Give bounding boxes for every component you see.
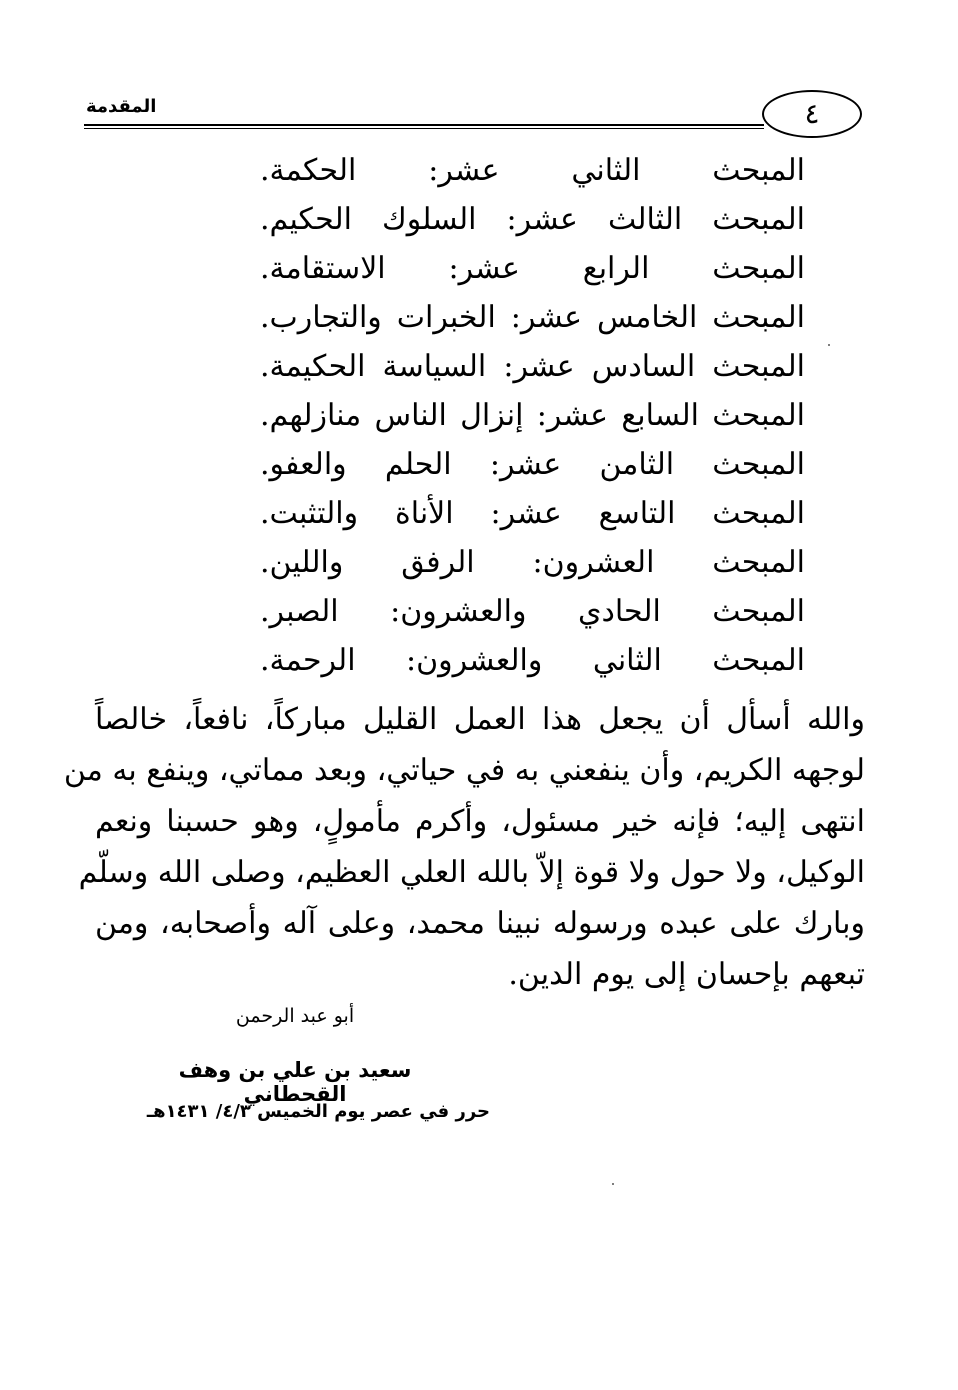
page-number-badge: [762, 90, 862, 138]
header-rule: [84, 124, 764, 126]
author-name: سعيد بن علي بن وهف القحطاني: [178, 1058, 412, 1106]
paragraph-line: لوجهه الكريم، وأن ينفعني به في حياتي، وبعد مماتي، وينفع به من: [63, 753, 865, 788]
toc-item: المبحث السادس عشر: السياسة الحكيمة.: [260, 349, 805, 384]
toc-item: المبحث الرابع عشر: الاستقامة.: [260, 251, 805, 286]
paragraph-line: تبعهم بإحسان إلى يوم الدين.: [508, 957, 865, 992]
toc-item: المبحث التاسع عشر: الأناة والتثبت.: [260, 496, 805, 531]
paragraph-line: والله أسأل أن يجعل هذا العمل القليل مباركاً، نافعاً، خالصاً: [95, 702, 865, 737]
scan-speck: [612, 1183, 614, 1185]
page-header: [84, 90, 864, 140]
date-note: حرر في عصر يوم الخميس ٤/٣/ ١٤٣١هـ: [146, 1101, 490, 1122]
header-rule-thin: [84, 128, 764, 129]
toc-item: المبحث الخامس عشر: الخبرات والتجارب.: [260, 300, 805, 335]
toc-item: المبحث الثامن عشر: الحلم والعفو.: [260, 447, 805, 482]
page-number: ٤: [804, 97, 820, 130]
paragraph-line: وبارك على عبده ورسوله نبينا محمد، وعلى آله وأصحابه، ومن: [95, 906, 865, 941]
paragraph-line: انتهى إليه؛ فإنه خير مسئول، وأكرم مأمولٍ، وهو حسبنا ونعم: [95, 804, 865, 839]
closing-paragraph: [63, 694, 865, 1000]
toc-item: المبحث السابع عشر: إنزال الناس منازلهم.: [260, 398, 805, 433]
paragraph-line: الوكيل، ولا حول ولا قوة إلاّ بالله العلي العظيم، وصلى الله وسلّم: [78, 855, 865, 890]
toc-item: المبحث الثالث عشر: السلوك الحكيم.: [260, 202, 805, 237]
toc-item: المبحث الثاني والعشرون: الرحمة.: [260, 643, 805, 678]
toc-item: المبحث الثاني عشر: الحكمة.: [260, 153, 805, 188]
author-kunya: أبو عبد الرحمن: [235, 1005, 355, 1027]
toc-item: المبحث العشرون: الرفق واللين.: [260, 545, 805, 580]
scan-speck: [828, 344, 830, 346]
running-title: المقدمة: [86, 96, 157, 117]
toc-list: [260, 146, 805, 685]
toc-item: المبحث الحادي والعشرون: الصبر.: [260, 594, 805, 629]
